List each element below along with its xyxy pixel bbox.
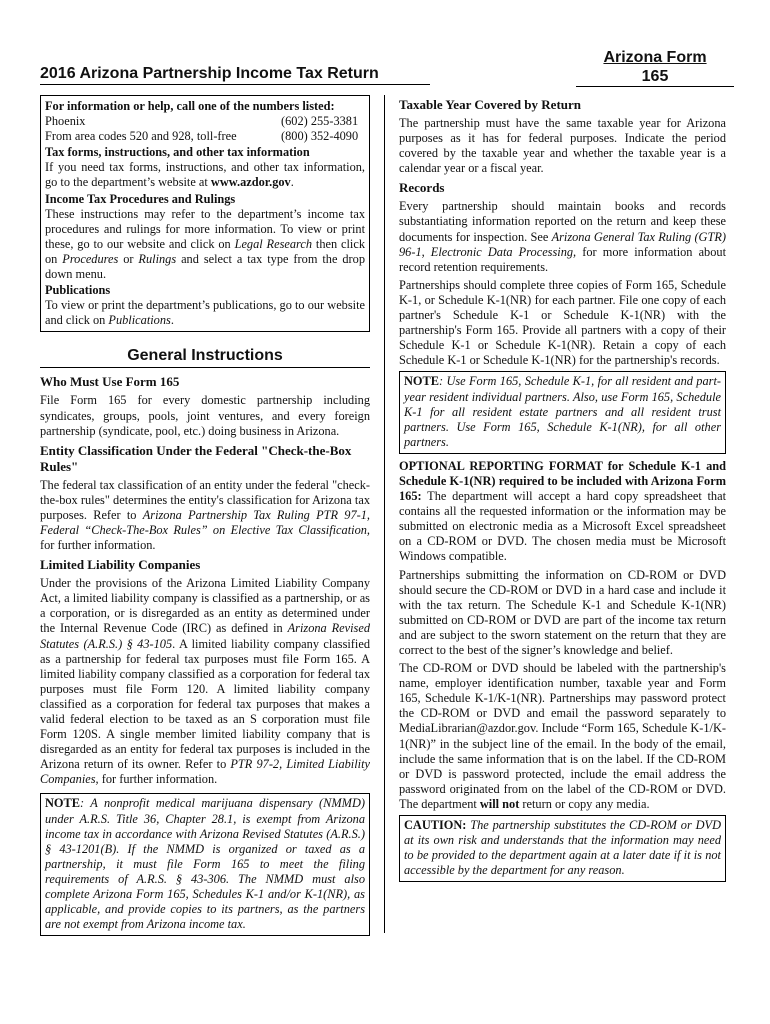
column-divider bbox=[384, 95, 385, 933]
section-rule bbox=[40, 367, 370, 368]
llc-heading: Limited Liability Companies bbox=[40, 557, 201, 573]
publications-heading: Publications bbox=[45, 283, 111, 298]
procedures-heading: Income Tax Procedures and Rulings bbox=[45, 191, 236, 206]
note-text: : Use Form 165, Schedule K-1, for all resident and part-year resident individual partners. Also, use Form 165, Schedule K-1 for all resident estate partners and all resident trust partners. Use Form 165, Schedule K-1(NR), for all other partners. bbox=[404, 374, 721, 449]
entity-heading: Entity Classification Under the Federal "Check-the-Box Rules" bbox=[40, 442, 352, 474]
page-title: 2016 Arizona Partnership Income Tax Return bbox=[40, 65, 430, 85]
partner-note-box bbox=[399, 371, 726, 453]
entity-text: The federal tax classification of an entity under the federal "check-the-box rules" determines the entity's classification for Arizona tax purposes. Refer to Arizona Partnership Tax Ruling PTR 97-1, Federal “Check-The-Box Rules” on Elective Tax Classification, for further information. bbox=[40, 477, 370, 553]
note-label: NOTE bbox=[45, 796, 80, 811]
taxable-year-heading: Taxable Year Covered by Return bbox=[399, 97, 581, 112]
phone-label: Phoenix bbox=[45, 114, 86, 129]
info-box bbox=[40, 95, 370, 332]
caution-label: CAUTION: bbox=[404, 818, 467, 833]
who-text: File Form 165 for every domestic partnership including syndicates, groups, pools, joint ventures, and every foreign partnership (syndicate, pool, etc.) doing business in Arizona. bbox=[40, 393, 370, 438]
phone-label: From area codes 520 and 928, toll-free bbox=[45, 129, 237, 144]
caution-box bbox=[399, 815, 726, 882]
phone-number: (800) 352-4090 bbox=[281, 129, 359, 144]
note-text: : A nonprofit medical marijuana dispensary (NMMD) under A.R.S. Title 36, Chapter 28.1, is exempt from Arizona income tax in accordance with Arizona Revised Statutes (A.R.S.) § 43-1201(B). If the NMMD is organized or taxed as a partnership, it must file Form 165 to meet the filing requirements of A.R.S. § 43-306. The NMMD must also complete Arizona Form 165, Schedules K-1 and/or K-1(NR), as applicable, and provide copies to its partners, as the partners are not exempt from Arizona income tax. bbox=[45, 796, 365, 932]
copies-text: Partnerships should complete three copies of Form 165, Schedule K-1, or Schedule K-1(NR) for each partner. File one copy of each partner's Schedule K-1 or Schedule K-1(NR) with the partnership's Form 165. Provide all partners with a copy of their Schedule K-1 or Schedule K-1(NR). Retain a copy of each Schedule K-1 or Schedule K-1(NR) for the partnership's records. bbox=[399, 277, 726, 368]
records-heading: Records bbox=[399, 180, 445, 196]
phone-row-tollfree bbox=[45, 129, 365, 144]
form-title: Arizona Form bbox=[603, 49, 707, 66]
caution-text: The partnership substitutes the CD-ROM or DVD at its own risk and understands that the information may need to be provided to the department again at a later date if it is not accessible by the department for any reason. bbox=[404, 818, 721, 878]
form-number: 165 bbox=[576, 67, 734, 87]
form-id-block bbox=[576, 48, 734, 87]
publications-text: To view or print the department’s publications, go to our website and click on Publications. bbox=[45, 298, 365, 328]
llc-text: Under the provisions of the Arizona Limited Liability Company Act, a limited liability company is classified as a partnership, or as a corporation, or is disregarded as an entity as determined under the Internal Revenue Code (IRC) as defined in Arizona Revised Statutes (A.R.S.) § 43-105. A limited liability company classified as a partnership for federal tax purposes must file Form 165. A limited liability company classified as a corporation for federal tax purposes must file Form 120. A limited liability company classified as a corporation for federal tax purposes that makes a valid federal election to be taxed as an S corporation must file Form 120S. A single member limited liability company that is disregarded as an entity for federal tax purposes is included in the Arizona return of its owner. Refer to PTR 97-2, Limited Liability Companies, for further information. bbox=[40, 576, 371, 787]
right-column bbox=[399, 95, 726, 882]
taxable-year-text: The partnership must have the same taxable year for Arizona purposes as it has for federal purposes. Indicate the period covered by the taxable year and whether the taxable year is a calendar year or a fiscal year. bbox=[399, 116, 726, 176]
procedures-text: These instructions may refer to the department’s income tax procedures and rulings for more information. To view or print these, go to our website and click on Legal Research then click on Procedures or Rulings and select a tax type from the drop down menu. bbox=[45, 206, 365, 282]
phone-row-phoenix bbox=[45, 114, 365, 129]
info-heading: For information or help, call one of the numbers listed: bbox=[45, 99, 335, 113]
label-text: The CD-ROM or DVD should be labeled with the partnership's name, employer identification number, taxable year and Form 165, Schedule K-1/K-1(NR). Partnerships may password protect the CD-ROM or DVD and email the password separately to MediaLibrarian@azdor.gov. Include “Form 165, Schedule K-1/K-1(NR)” in the subject line of the email. In the body of the email, include the same information that is on the label. If the CD-ROM or DVD is password protected, include the email address the password originated from on the label of the CD-ROM or DVD. The department will not return or copy any media. bbox=[399, 661, 726, 811]
records-text: Every partnership should maintain books and records substantiating information reported on the return and keep these documents for inspection. See Arizona General Tax Ruling (GTR) 96-1, Electronic Data Processing, for more information about record retention requirements. bbox=[399, 199, 726, 274]
phone-number: (602) 255-3381 bbox=[281, 114, 359, 129]
left-column bbox=[40, 95, 370, 936]
general-instructions-heading: General Instructions bbox=[127, 347, 283, 365]
who-heading: Who Must Use Form 165 bbox=[40, 374, 180, 390]
forms-heading: Tax forms, instructions, and other tax information bbox=[45, 145, 310, 160]
note-label: NOTE bbox=[404, 374, 439, 389]
cdrom-text: Partnerships submitting the information on CD-ROM or DVD should secure the CD-ROM or DVD in a hard case and include it with the tax return. The Schedule K-1 and Schedule K-1(NR) submitted on CD-ROM or DVD are part of the income tax return and are subject to the sworn statement on the return that they are correct to the best of the signer’s knowledge and belief. bbox=[399, 567, 726, 657]
nmmd-note-box bbox=[40, 793, 370, 936]
website-link[interactable]: www.azdor.gov bbox=[210, 175, 291, 190]
optional-format-text: OPTIONAL REPORTING FORMAT for Schedule K-1 and Schedule K-1(NR) required to be included with Arizona Form 165: The department will accept a hard copy spreadsheet that contains all the requested information or the information may be submitted on electronic media as a Microsoft Excel spreadsheet on a CD-ROM or DVD. The chosen media must be Microsoft Windows compatible. bbox=[399, 458, 726, 564]
forms-text: If you need tax forms, instructions, and other tax information, go to the department’s website at www.azdor.gov. bbox=[45, 160, 365, 190]
